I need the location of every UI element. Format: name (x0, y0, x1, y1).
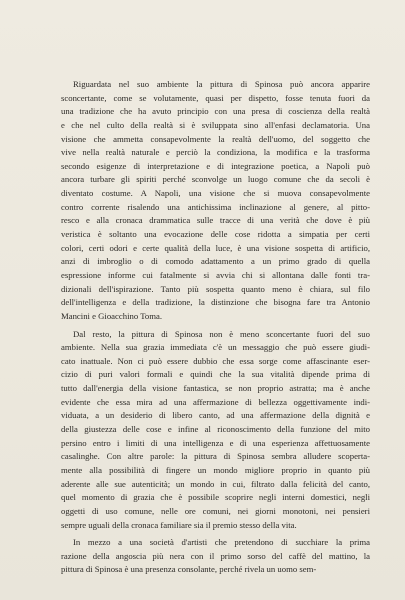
text-line: dell'intelligenza e della tradizione, la distinzione che bisogna fare tra Antonio (61, 297, 370, 308)
text-line: quel momento di grazia che è possibile scoprire negli interni domestici, negli (61, 492, 370, 503)
text-line: diventato costume. A Napoli, una visione che si muova consapevolmente (61, 188, 370, 199)
text-line: una tradizione che ha avuto principio con una presa di coscienza della realtà (61, 106, 370, 117)
text-line: colori, certi odori e certe qualità della luce, è una visione sospetta di artificio, (61, 242, 370, 253)
paragraph (61, 328, 370, 533)
text-line: vive nella realtà naturale e perciò la condiziona, la modifica e la trasforma (61, 147, 370, 158)
text-line: veristica è soltanto una evocazione delle cose ridotta a simpatia per certi (61, 229, 370, 240)
text-line: sempre uguali della cronaca familiare sia il premio stesso della vita. (61, 519, 297, 530)
text-line: mente alla possibilità di fingere un mondo migliore proprio in quanto più (61, 464, 370, 475)
text-line: In mezzo a una società d'artisti che pretendono di succhiare la prima (73, 537, 370, 548)
text-line: Dal resto, la pittura di Spinosa non è meno sconcertante fuori del suo (73, 328, 370, 339)
text-line: persino entro i limiti di una intelligenza e di una esperienza affettuosamente (61, 437, 370, 448)
text-line: anzi di imbroglio o di comodo adattamento a un primo grado di quella (61, 256, 370, 267)
text-line: espressione informe cui fatalmente si avvia chi si allontana dalle fonti tra- (61, 269, 370, 280)
text-line: contro corrente risalendo una antichissima inclinazione al genere, al pitto- (61, 201, 370, 212)
text-line: Riguardata nel suo ambiente la pittura di Spinosa può ancora apparire (73, 79, 370, 89)
text-line: tutto dall'energia della visione fantastica, se non proprio astratta; ma è anche (61, 383, 370, 394)
text-line: e che nel culto della realtà si è sviluppata sino all'enfasi declamatoria. Una (61, 119, 370, 130)
text-line: ambiente. Nella sua grazia immediata c'è un messaggio che può essere giudi- (61, 342, 370, 353)
text-line: Mancini e Gioacchino Toma. (61, 310, 163, 321)
text-line: della giustezza delle cose e infine al riconoscimento della funzione del mito (61, 424, 370, 435)
text-line: secondo esigenze di interpretazione e di integrazione poetica, a Napoli può (61, 160, 370, 171)
text-line: cato inattuale. Non ci può essere dubbio che essa sorge come affascinante eser- (61, 355, 370, 366)
text-line: aderente alle sue autenticità; un mondo in cui, filtrato dalla felicità del canto, (61, 478, 370, 489)
text-line: oggetti di uso comune, nelle ore comuni, nei giorni monotoni, nei pensieri (61, 505, 370, 516)
paragraph (61, 536, 370, 577)
text-line: viduata, a un desiderio di libero canto, ad una affermazione della dignità e (61, 410, 370, 421)
body-text (61, 78, 370, 581)
text-line: sconcertante, come se volutamente, quasi per dispetto, fosse tenuta fuori da (61, 92, 370, 103)
text-line: casalinghe. Con altre parole: la pittura di Spinosa sembra alludere scoperta- (61, 451, 370, 462)
text-line: resco e alla cronaca drammatica sulle tracce di una verità che dove è più (61, 215, 370, 226)
text-line: ancora turbare gli spiriti perché sconvolge un luogo comune che da secoli è (61, 174, 370, 185)
text-line: cizio di puri valori formali e quindi che la sua vitalità dipende prima di (61, 369, 370, 380)
text-line: pittura di Spinosa è una presenza consolante, perché rivela un uomo sem- (61, 564, 317, 575)
text-line: dizionali dell'ispirazione. Tanto più sospetta quanto meno è chiara, sul filo (61, 283, 370, 294)
text-line: visione che ammetta consapevolmente la realtà dell'uomo, del soggetto che (61, 133, 370, 144)
paragraph (61, 78, 370, 324)
text-line: razione della angoscia più nera con il primo sorso del caffè del mattino, la (61, 550, 370, 561)
text-line: evidente che essa mira ad una affermazione di bellezza oggettivamente indi- (61, 396, 370, 407)
